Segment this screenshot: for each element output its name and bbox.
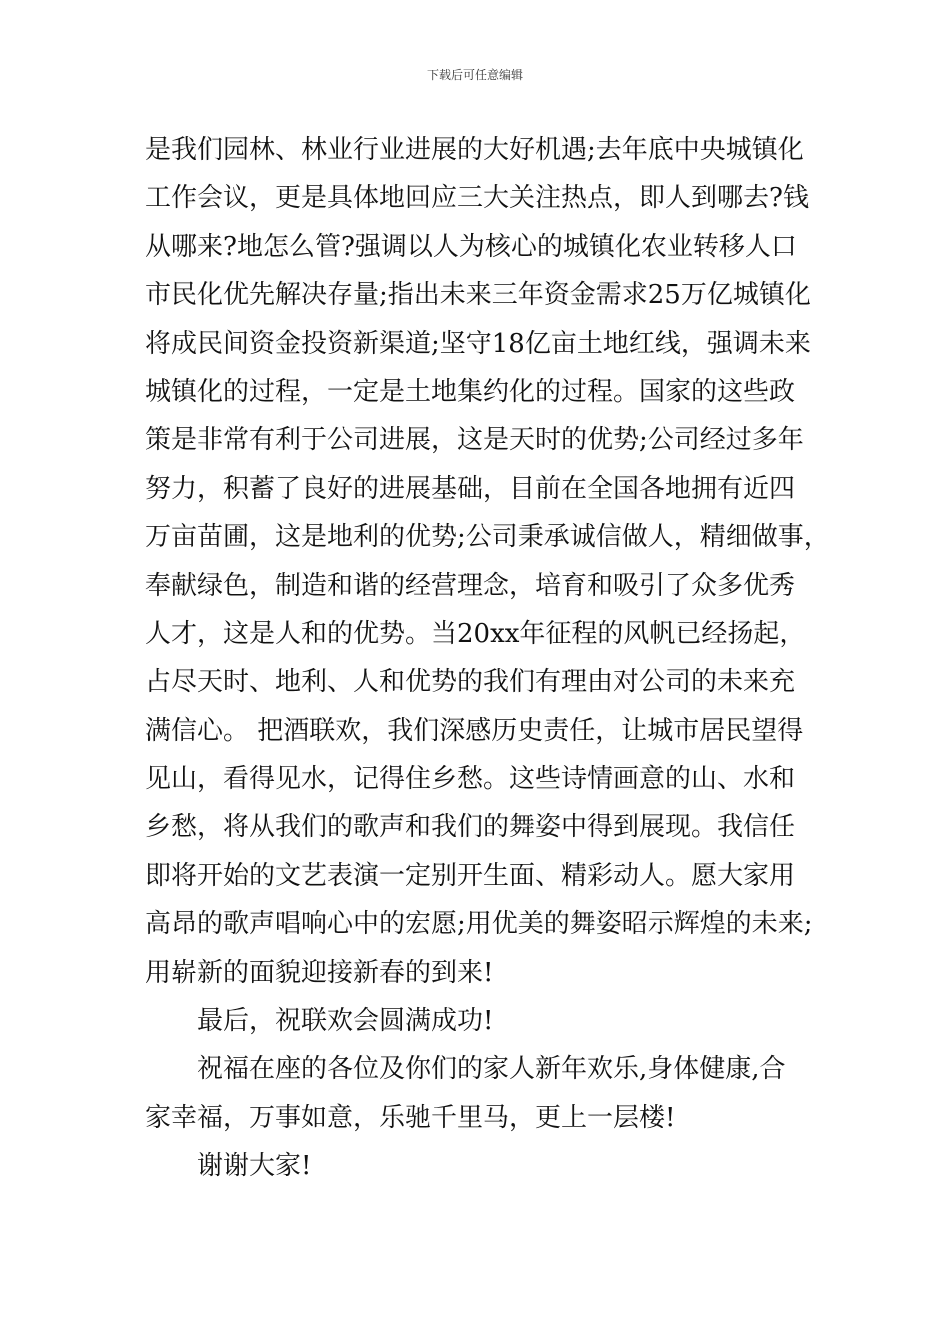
text-line: 高昂的歌声唱响心中的宏愿;用优美的舞姿昭示辉煌的未来; [145,909,813,940]
text-line: 策是非常有利于公司进展，这是天时的优势;公司经过多年 [145,425,804,456]
text-line: 奉献绿色，制造和谐的经营理念，培育和吸引了众多优秀 [145,570,796,601]
body-text [145,126,830,1191]
text-line: 乡愁，将从我们的歌声和我们的舞姿中得到展现。我信任 [145,812,796,843]
text-line: 将成民间资金投资新渠道;坚守18亿亩土地红线，强调未来 [145,328,811,359]
text-line: 工作会议，更是具体地回应三大关注热点，即人到哪去?钱 [145,183,809,214]
blessing-line-2: 家幸福，万事如意，乐驰千里马，更上一层楼! [145,1102,676,1133]
text-line: 即将开始的文艺表演一定别开生面、精彩动人。愿大家用 [145,860,796,891]
text-line: 市民化优先解决存量;指出未来三年资金需求25万亿城镇化 [145,280,811,311]
text-line: 是我们园林、林业行业进展的大好机遇;去年底中央城镇化 [145,135,804,165]
text-line: 城镇化的过程，一定是土地集约化的过程。国家的这些政 [145,376,796,407]
text-line: 努力，积蓄了良好的进展基础，目前在全国各地拥有近四 [145,473,796,504]
closing-wish: 最后，祝联欢会圆满成功! [197,1006,494,1037]
text-line: 从哪来?地怎么管?强调以人为核心的城镇化农业转移人口 [145,231,797,262]
text-line: 满信心。 把酒联欢，我们深感历史责任，让城市居民望得 [145,715,804,746]
text-line: 用崭新的面貌迎接新春的到来! [145,957,494,988]
text-line: 见山，看得见水，记得住乡愁。这些诗情画意的山、水和 [145,764,796,795]
text-line: 占尽天时、地利、人和优势的我们有理由对公司的未来充 [145,667,796,698]
text-line: 万亩苗圃，这是地利的优势;公司秉承诚信做人，精细做事， [145,522,830,553]
blessing-line-1: 祝福在座的各位及你们的家人新年欢乐,身体健康,合 [197,1054,786,1085]
text-line: 人才，这是人和的优势。当20xx年征程的风帆已经扬起， [145,618,806,649]
header-note: 下载后可任意编辑 [426,68,523,82]
thanks-line: 谢谢大家! [197,1151,312,1182]
